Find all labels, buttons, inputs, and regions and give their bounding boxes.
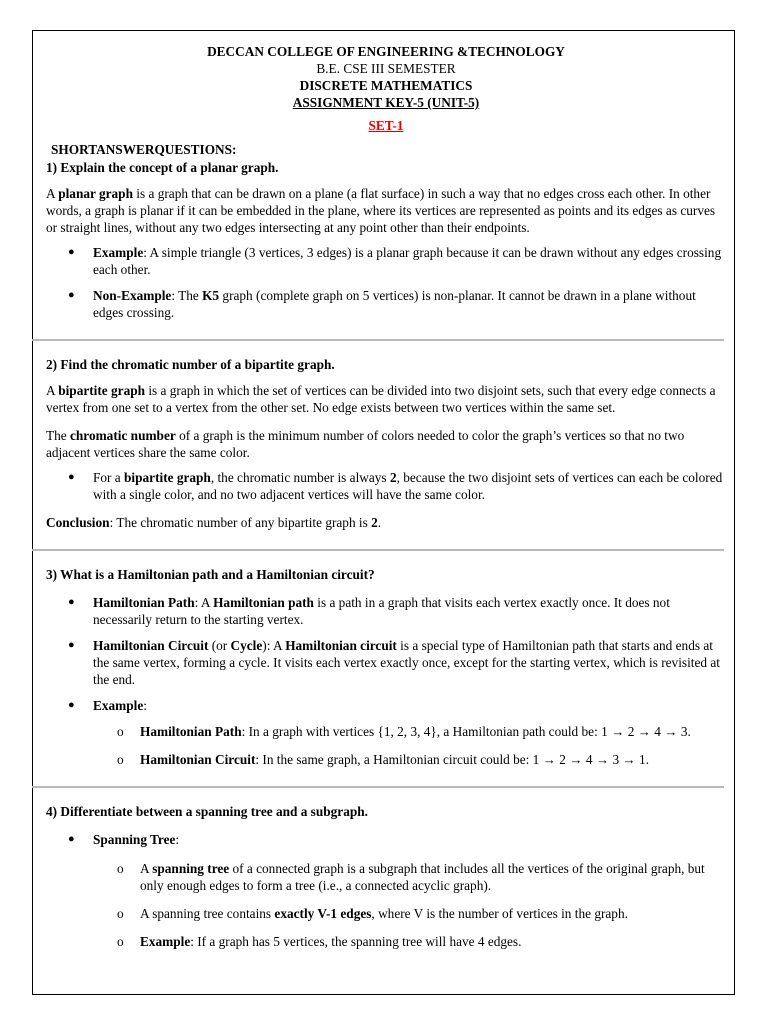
item-text: : If a graph has 5 vertices, the spanning tree will have 4 edges.: [190, 934, 522, 949]
bullet-circle-icon: o: [117, 861, 124, 876]
question-4-title: 4) Differentiate between a spanning tree and a subgraph.: [46, 804, 368, 819]
item-text: , because the two disjoint sets of vertices can each be colored with a single color, and no two adjacent vertices will have the same color.: [93, 470, 723, 502]
item-text: : A simple triangle (3 vertices, 3 edges) is a planar graph because it can be drawn without any edges crossing each other.: [93, 245, 722, 277]
bullet-dot-icon: ●: [68, 289, 75, 301]
item-text: (or: [208, 638, 231, 653]
term-bold: bipartite graph: [58, 383, 146, 398]
term-bold: chromatic number: [70, 428, 176, 443]
subject-title: DISCRETE MATHEMATICS: [299, 78, 473, 93]
list-item: [46, 244, 726, 278]
question-2-chromatic-definition: [46, 427, 726, 461]
term-bold: Hamiltonian path: [213, 595, 314, 610]
example-sublist: [93, 723, 726, 768]
item-text: is a path in a graph that visits each vertex exactly once. It does not necessarily return to the starting vertex.: [93, 595, 670, 627]
section-divider: [32, 549, 724, 551]
term-bold: 2: [389, 470, 397, 485]
item-text: graph (complete graph on 5 vertices) is non-planar. It cannot be drawn in a plane without edges crossing.: [93, 288, 696, 320]
text-run: : The chromatic number of any bipartite graph is: [109, 515, 372, 530]
bullet-circle-icon: o: [117, 906, 124, 921]
item-text: :: [143, 698, 147, 713]
bullet-circle-icon: o: [117, 934, 124, 949]
question-1-title: 1) Explain the concept of a planar graph.: [46, 160, 279, 175]
college-name: DECCAN COLLEGE OF ENGINEERING &TECHNOLOGY: [207, 44, 565, 59]
term-bold: Hamiltonian circuit: [285, 638, 397, 653]
question-1: [46, 159, 726, 321]
bullet-dot-icon: ●: [68, 596, 75, 608]
list-item: [46, 637, 726, 688]
section-divider: [32, 786, 724, 788]
question-2-definition: [46, 382, 726, 416]
term-bold: planar graph: [58, 186, 133, 201]
document-body: [46, 43, 726, 950]
question-1-definition: [46, 185, 726, 236]
text-run: The: [46, 428, 70, 443]
term-bold: spanning tree: [152, 861, 230, 876]
item-text: of a connected graph is a subgraph that includes all the vertices of the original graph, but only enough edges to form a tree (i.e., a connected acyclic graph).: [140, 861, 705, 893]
question-2-conclusion: [46, 514, 726, 531]
item-text: : The: [171, 288, 203, 303]
item-text: is a special type of Hamiltonian path that starts and ends at the same vertex, forming a cycle. It visits each vertex exactly once, except for the starting vertex, which is revisited at the end.: [93, 638, 720, 687]
semester-line: B.E. CSE III SEMESTER: [316, 61, 456, 76]
sublist-item: [93, 933, 726, 950]
section-divider: [32, 339, 724, 341]
conclusion-label: Conclusion: [46, 515, 110, 530]
item-label: Example: [140, 934, 191, 949]
list-item: [46, 469, 726, 503]
question-4-list: [46, 831, 726, 950]
text-run: is a graph that can be drawn on a plane (a flat surface) in such a way that no edges cross each other. In other words, a graph is planar if it can be embedded in the plane, where its vertices are represented as points and its edges as curves or straight lines, without any two edges intersecting at any point other than their endpoints.: [46, 186, 716, 235]
item-label: Hamiltonian Circuit: [140, 752, 256, 767]
spanning-tree-sublist: [93, 860, 726, 950]
item-text: , the chromatic number is always: [210, 470, 390, 485]
item-label: Example: [93, 698, 144, 713]
question-1-list: [46, 244, 726, 321]
bullet-dot-icon: ●: [68, 246, 75, 258]
section-heading: SHORTANSWERQUESTIONS:: [51, 142, 237, 157]
bullet-dot-icon: ●: [68, 639, 75, 651]
bullet-dot-icon: ●: [68, 471, 75, 483]
item-label: Hamiltonian Path: [93, 595, 195, 610]
list-item: [46, 287, 726, 321]
bullet-circle-icon: o: [117, 752, 124, 767]
item-text: : A: [194, 595, 214, 610]
sublist-item: [93, 751, 726, 768]
question-3-list: [46, 594, 726, 768]
term-bold: K5: [202, 288, 220, 303]
text-run: of a graph is the minimum number of colors needed to color the graph’s vertices so that no two adjacent vertices share the same color.: [46, 428, 685, 460]
question-2-list: [46, 469, 726, 503]
item-label: Non-Example: [93, 288, 172, 303]
sublist-item: [93, 723, 726, 740]
text-run: A: [46, 383, 59, 398]
bullet-dot-icon: ●: [68, 699, 75, 711]
list-item: [46, 594, 726, 628]
item-label: Spanning Tree: [93, 832, 176, 847]
question-3-title: 3) What is a Hamiltonian path and a Hamiltonian circuit?: [46, 567, 375, 582]
question-4: [46, 803, 726, 950]
item-text: A: [140, 861, 153, 876]
item-text: For a: [93, 470, 125, 485]
sublist-item: [93, 860, 726, 894]
item-text: : In the same graph, a Hamiltonian circuit could be: 1 → 2 → 4 → 3 → 1.: [255, 752, 650, 767]
item-text: : In a graph with vertices {1, 2, 3, 4}, a Hamiltonian path could be: 1 → 2 → 4 → 3.: [241, 724, 691, 739]
term-bold: 2: [371, 515, 378, 530]
list-item: [46, 831, 726, 950]
item-label: Example: [93, 245, 144, 260]
set-label: SET-1: [368, 118, 404, 133]
item-text: :: [175, 832, 180, 847]
document-header: [46, 43, 726, 134]
item-text: A spanning tree contains: [140, 906, 275, 921]
assignment-title: ASSIGNMENT KEY-5 (UNIT-5): [292, 95, 480, 110]
question-3: [46, 566, 726, 768]
item-label: Hamiltonian Path: [140, 724, 242, 739]
sublist-item: [93, 905, 726, 922]
bullet-circle-icon: o: [117, 724, 124, 739]
item-text: , where V is the number of vertices in the graph.: [371, 906, 628, 921]
text-run: is a graph in which the set of vertices can be divided into two disjoint sets, such that every edge connects a vertex from one set to a vertex from the other set. No edge exists between two vertices within the same set.: [46, 383, 716, 415]
item-text: ): A: [262, 638, 286, 653]
text-run: .: [377, 515, 382, 530]
term-bold: Cycle: [230, 638, 263, 653]
item-label: Hamiltonian Circuit: [93, 638, 209, 653]
question-2-title: 2) Find the chromatic number of a bipartite graph.: [46, 357, 335, 372]
list-item: [46, 697, 726, 768]
text-run: A: [46, 186, 59, 201]
bullet-dot-icon: ●: [68, 833, 75, 845]
term-bold: bipartite graph: [124, 470, 211, 485]
term-bold: exactly V-1 edges: [274, 906, 372, 921]
question-2: [46, 356, 726, 531]
